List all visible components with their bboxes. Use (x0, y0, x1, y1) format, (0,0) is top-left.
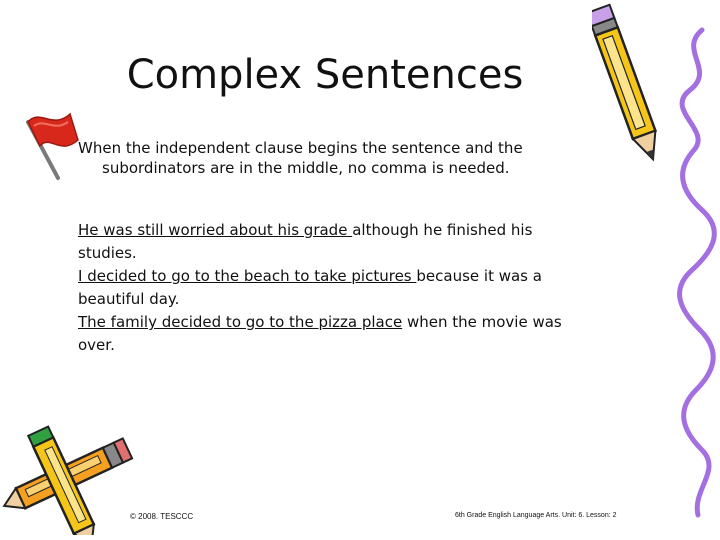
independent-clause: He was still worried about his grade (78, 221, 353, 239)
example-sentences (78, 219, 628, 357)
intro-text (78, 138, 638, 178)
independent-clause: I decided to go to the beach to take pictures (78, 267, 417, 285)
example-3-continued: over. (78, 336, 115, 354)
flag-icon (14, 100, 84, 182)
slide-title: Complex Sentences (126, 52, 524, 98)
intro-line-1: When the independent clause begins the sentence and the (78, 139, 523, 157)
example-1 (78, 219, 628, 242)
subordinate-clause: because it was a (416, 267, 542, 285)
example-2-continued: beautiful day. (78, 290, 180, 308)
example-3 (78, 311, 628, 334)
independent-clause: The family decided to go to the pizza place (78, 313, 403, 331)
copyright-footer: © 2008. TESCCC (130, 512, 194, 521)
subordinate-clause: although he finished his (352, 221, 533, 239)
subordinate-clause: when the movie was (402, 313, 562, 331)
intro-line-2: subordinators are in the middle, no comma is needed. (102, 159, 510, 177)
squiggle-icon (672, 20, 720, 520)
crossed-pencils-icon (0, 425, 150, 535)
example-2 (78, 265, 628, 288)
example-1-continued: studies. (78, 244, 137, 262)
course-footer: 6th Grade English Language Arts. Unit: 6. Lesson: 2 (455, 512, 617, 519)
